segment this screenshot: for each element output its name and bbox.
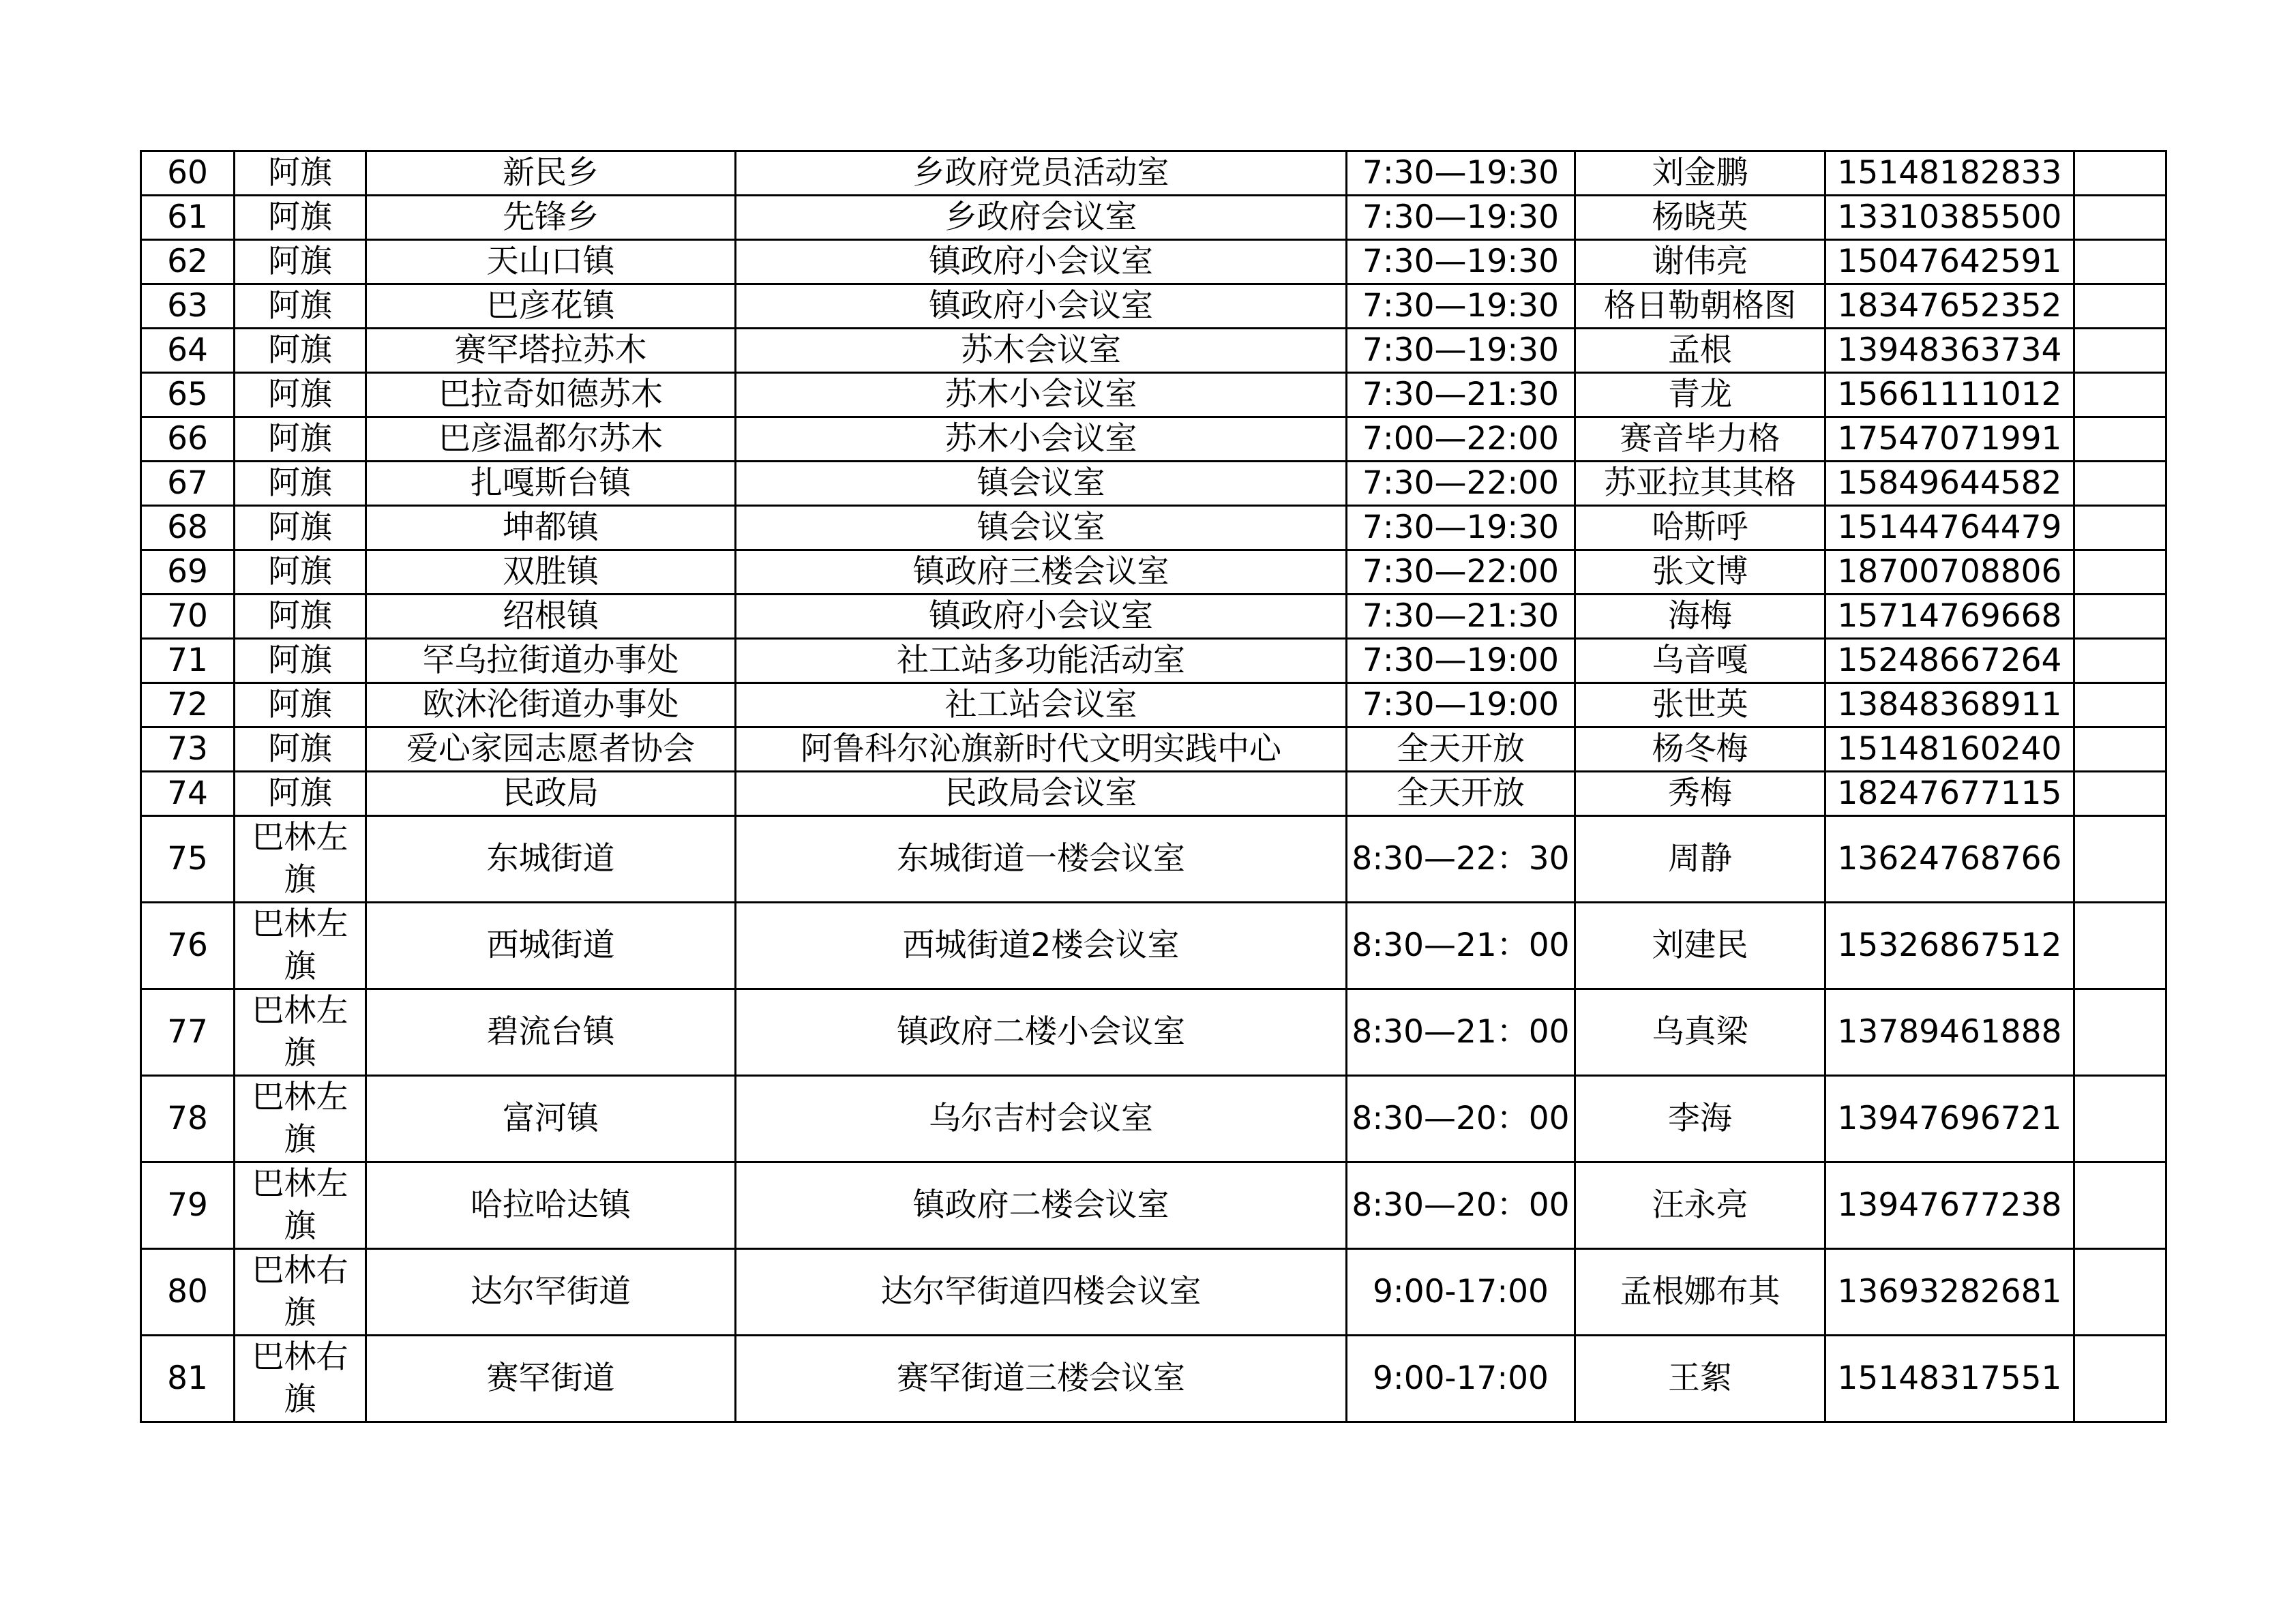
cell-phone: 13848368911 [1825,683,2074,727]
cell-location: 镇会议室 [736,506,1347,550]
cell-unit: 双胜镇 [366,550,736,595]
cell-contact: 王絮 [1575,1336,1825,1422]
cell-hours: 7:30—19:30 [1347,284,1575,329]
cell-remark [2074,151,2166,196]
cell-contact: 张世英 [1575,683,1825,727]
cell-remark [2074,595,2166,639]
cell-region: 阿旗 [235,506,366,550]
cell-remark [2074,639,2166,683]
cell-hours: 8:30—21：00 [1347,903,1575,989]
table-row [141,639,2166,683]
cell-hours: 7:30—22:00 [1347,462,1575,506]
cell-region: 阿旗 [235,329,366,373]
cell-phone: 15714769668 [1825,595,2074,639]
cell-phone: 15326867512 [1825,903,2074,989]
cell-remark [2074,1162,2166,1249]
cell-location: 镇政府二楼小会议室 [736,989,1347,1076]
cell-region: 阿旗 [235,639,366,683]
cell-hours: 7:30—21:30 [1347,373,1575,417]
cell-contact: 谢伟亮 [1575,240,1825,284]
table-row [141,595,2166,639]
cell-number: 73 [141,727,235,772]
table-row [141,683,2166,727]
cell-hours: 8:30—20：00 [1347,1162,1575,1249]
cell-remark [2074,417,2166,462]
cell-region: 巴林右旗 [235,1336,366,1422]
cell-unit: 哈拉哈达镇 [366,1162,736,1249]
cell-number: 79 [141,1162,235,1249]
cell-contact: 青龙 [1575,373,1825,417]
cell-phone: 13624768766 [1825,816,2074,903]
cell-unit: 罕乌拉街道办事处 [366,639,736,683]
cell-phone: 13948363734 [1825,329,2074,373]
cell-contact: 苏亚拉其其格 [1575,462,1825,506]
cell-remark [2074,772,2166,816]
cell-hours: 7:30—19:00 [1347,683,1575,727]
cell-contact: 孟根娜布其 [1575,1249,1825,1336]
cell-number: 66 [141,417,235,462]
cell-unit: 碧流台镇 [366,989,736,1076]
cell-unit: 巴彦花镇 [366,284,736,329]
table-row [141,284,2166,329]
cell-region: 阿旗 [235,240,366,284]
cell-hours: 7:30—19:30 [1347,151,1575,196]
cell-contact: 周静 [1575,816,1825,903]
cell-number: 67 [141,462,235,506]
table-row [141,1336,2166,1422]
cell-phone: 13310385500 [1825,196,2074,240]
cell-remark [2074,240,2166,284]
cell-phone: 15661111012 [1825,373,2074,417]
cell-unit: 天山口镇 [366,240,736,284]
venue-table-page [140,150,2165,1423]
cell-remark [2074,683,2166,727]
cell-remark [2074,1336,2166,1422]
cell-remark [2074,550,2166,595]
cell-contact: 海梅 [1575,595,1825,639]
table-row [141,727,2166,772]
cell-region: 巴林左旗 [235,1162,366,1249]
cell-unit: 东城街道 [366,816,736,903]
cell-unit: 巴彦温都尔苏木 [366,417,736,462]
cell-number: 74 [141,772,235,816]
cell-contact: 哈斯呼 [1575,506,1825,550]
cell-phone: 15148182833 [1825,151,2074,196]
cell-contact: 格日勒朝格图 [1575,284,1825,329]
cell-region: 阿旗 [235,683,366,727]
cell-hours: 9:00-17:00 [1347,1336,1575,1422]
cell-unit: 新民乡 [366,151,736,196]
cell-number: 72 [141,683,235,727]
cell-phone: 15148317551 [1825,1336,2074,1422]
cell-unit: 爱心家园志愿者协会 [366,727,736,772]
cell-phone: 13789461888 [1825,989,2074,1076]
cell-region: 阿旗 [235,772,366,816]
cell-number: 63 [141,284,235,329]
cell-phone: 15248667264 [1825,639,2074,683]
cell-contact: 秀梅 [1575,772,1825,816]
cell-remark [2074,196,2166,240]
cell-phone: 15849644582 [1825,462,2074,506]
cell-hours: 8:30—20：00 [1347,1076,1575,1162]
cell-number: 71 [141,639,235,683]
table-row [141,373,2166,417]
cell-location: 苏木会议室 [736,329,1347,373]
cell-unit: 赛罕塔拉苏木 [366,329,736,373]
cell-region: 阿旗 [235,373,366,417]
cell-remark [2074,329,2166,373]
cell-contact: 汪永亮 [1575,1162,1825,1249]
cell-phone: 13693282681 [1825,1249,2074,1336]
cell-region: 阿旗 [235,727,366,772]
cell-remark [2074,727,2166,772]
cell-hours: 全天开放 [1347,727,1575,772]
cell-number: 60 [141,151,235,196]
cell-number: 61 [141,196,235,240]
cell-region: 阿旗 [235,196,366,240]
cell-number: 78 [141,1076,235,1162]
table-row [141,1162,2166,1249]
cell-location: 苏木小会议室 [736,373,1347,417]
table-row [141,772,2166,816]
cell-region: 巴林左旗 [235,903,366,989]
cell-hours: 全天开放 [1347,772,1575,816]
table-row [141,903,2166,989]
cell-unit: 西城街道 [366,903,736,989]
cell-number: 62 [141,240,235,284]
cell-location: 镇政府小会议室 [736,595,1347,639]
table-row [141,462,2166,506]
cell-region: 阿旗 [235,417,366,462]
cell-unit: 欧沐沦街道办事处 [366,683,736,727]
cell-region: 阿旗 [235,462,366,506]
cell-location: 阿鲁科尔沁旗新时代文明实践中心 [736,727,1347,772]
cell-unit: 扎嘎斯台镇 [366,462,736,506]
table-row [141,196,2166,240]
cell-contact: 乌真梁 [1575,989,1825,1076]
cell-hours: 7:30—19:30 [1347,329,1575,373]
cell-location: 镇会议室 [736,462,1347,506]
cell-region: 阿旗 [235,284,366,329]
cell-hours: 7:30—22:00 [1347,550,1575,595]
cell-unit: 先锋乡 [366,196,736,240]
cell-phone: 18247677115 [1825,772,2074,816]
venue-table [140,150,2167,1423]
cell-hours: 7:00—22:00 [1347,417,1575,462]
cell-location: 乡政府会议室 [736,196,1347,240]
cell-hours: 7:30—19:30 [1347,196,1575,240]
table-row [141,417,2166,462]
cell-unit: 巴拉奇如德苏木 [366,373,736,417]
cell-phone: 15047642591 [1825,240,2074,284]
cell-location: 乌尔吉村会议室 [736,1076,1347,1162]
cell-remark [2074,816,2166,903]
cell-phone: 18700708806 [1825,550,2074,595]
cell-unit: 富河镇 [366,1076,736,1162]
cell-phone: 18347652352 [1825,284,2074,329]
cell-remark [2074,506,2166,550]
cell-number: 81 [141,1336,235,1422]
cell-location: 赛罕街道三楼会议室 [736,1336,1347,1422]
cell-contact: 刘金鹏 [1575,151,1825,196]
cell-contact: 杨晓英 [1575,196,1825,240]
table-row [141,329,2166,373]
cell-phone: 13947696721 [1825,1076,2074,1162]
cell-number: 65 [141,373,235,417]
table-row [141,240,2166,284]
cell-phone: 13947677238 [1825,1162,2074,1249]
cell-hours: 7:30—19:30 [1347,240,1575,284]
cell-region: 阿旗 [235,550,366,595]
cell-contact: 孟根 [1575,329,1825,373]
table-body [141,151,2166,1422]
cell-phone: 15144764479 [1825,506,2074,550]
cell-remark [2074,373,2166,417]
cell-location: 达尔罕街道四楼会议室 [736,1249,1347,1336]
cell-contact: 赛音毕力格 [1575,417,1825,462]
cell-location: 镇政府小会议室 [736,284,1347,329]
table-row [141,1076,2166,1162]
cell-hours: 8:30—22：30 [1347,816,1575,903]
cell-contact: 刘建民 [1575,903,1825,989]
cell-contact: 张文博 [1575,550,1825,595]
cell-location: 镇政府三楼会议室 [736,550,1347,595]
cell-remark [2074,1249,2166,1336]
cell-location: 苏木小会议室 [736,417,1347,462]
cell-region: 巴林左旗 [235,816,366,903]
cell-region: 阿旗 [235,151,366,196]
cell-location: 西城街道2楼会议室 [736,903,1347,989]
cell-hours: 8:30—21：00 [1347,989,1575,1076]
cell-number: 77 [141,989,235,1076]
table-row [141,151,2166,196]
cell-remark [2074,1076,2166,1162]
cell-number: 75 [141,816,235,903]
cell-remark [2074,284,2166,329]
cell-region: 巴林左旗 [235,1076,366,1162]
cell-unit: 绍根镇 [366,595,736,639]
cell-remark [2074,462,2166,506]
cell-location: 东城街道一楼会议室 [736,816,1347,903]
cell-phone: 17547071991 [1825,417,2074,462]
cell-contact: 杨冬梅 [1575,727,1825,772]
cell-number: 80 [141,1249,235,1336]
cell-hours: 7:30—19:30 [1347,506,1575,550]
cell-contact: 乌音嘎 [1575,639,1825,683]
cell-hours: 9:00-17:00 [1347,1249,1575,1336]
cell-number: 70 [141,595,235,639]
table-row [141,550,2166,595]
cell-region: 巴林右旗 [235,1249,366,1336]
cell-contact: 李海 [1575,1076,1825,1162]
cell-hours: 7:30—21:30 [1347,595,1575,639]
cell-region: 巴林左旗 [235,989,366,1076]
cell-unit: 达尔罕街道 [366,1249,736,1336]
cell-location: 社工站会议室 [736,683,1347,727]
table-row [141,816,2166,903]
cell-location: 镇政府二楼会议室 [736,1162,1347,1249]
table-row [141,506,2166,550]
cell-region: 阿旗 [235,595,366,639]
cell-hours: 7:30—19:00 [1347,639,1575,683]
cell-location: 社工站多功能活动室 [736,639,1347,683]
cell-remark [2074,989,2166,1076]
table-row [141,1249,2166,1336]
cell-unit: 坤都镇 [366,506,736,550]
cell-remark [2074,903,2166,989]
cell-location: 镇政府小会议室 [736,240,1347,284]
table-row [141,989,2166,1076]
cell-number: 76 [141,903,235,989]
cell-location: 民政局会议室 [736,772,1347,816]
cell-number: 68 [141,506,235,550]
cell-number: 64 [141,329,235,373]
cell-unit: 民政局 [366,772,736,816]
cell-number: 69 [141,550,235,595]
cell-phone: 15148160240 [1825,727,2074,772]
cell-unit: 赛罕街道 [366,1336,736,1422]
cell-location: 乡政府党员活动室 [736,151,1347,196]
